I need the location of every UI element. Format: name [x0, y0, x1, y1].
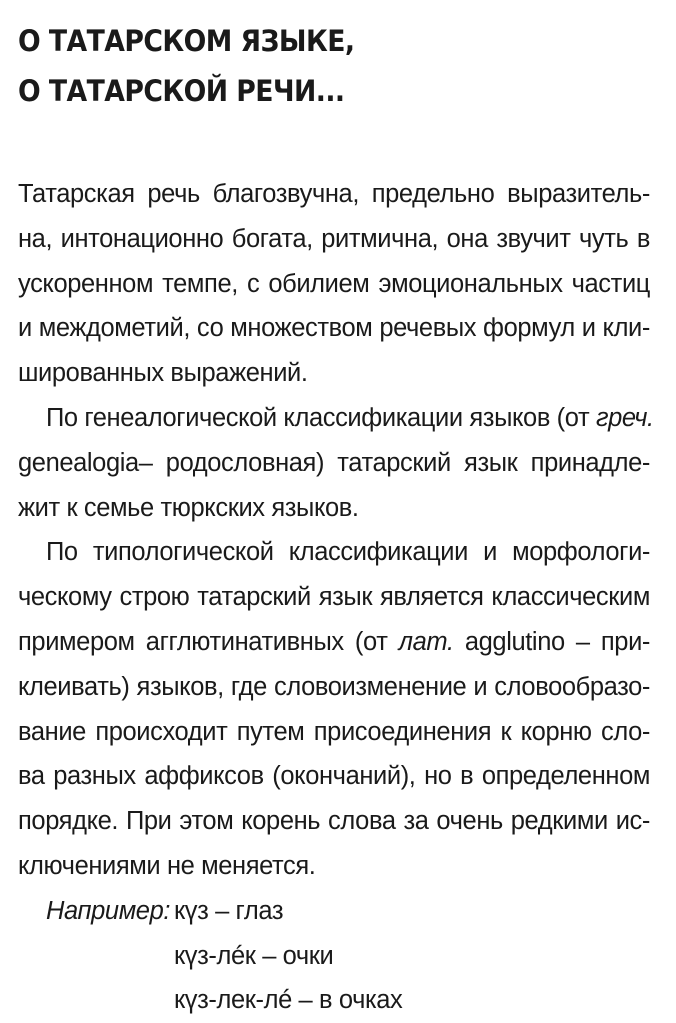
text-run: примером агглютинативных (от — [18, 627, 399, 656]
example-row — [18, 889, 650, 934]
body-text — [18, 172, 654, 1023]
example-spacer — [18, 934, 174, 979]
paragraph-3-line: вание происходит путем присоединения к корню сло- — [18, 717, 650, 746]
page-title — [18, 0, 599, 116]
example-row — [18, 978, 650, 1023]
example-item: күз – глаз — [174, 896, 284, 925]
paragraph-1-line: Татарская речь благозвучна, предельно выразитель- — [18, 180, 650, 208]
paragraph-1-line: шированных выражений. — [18, 359, 308, 388]
text-run: По генеалогической классификации языков (от — [46, 403, 596, 432]
title-line-2: О ТАТАРСКОЙ РЕЧИ... — [18, 74, 345, 108]
paragraph-1-line: на, интонационно богата, ритмична, она звучит чуть в — [18, 224, 650, 253]
paragraph-3-line: ключениями не меняется. — [18, 851, 316, 880]
paragraph-3-line: ческому строю татарский язык является классическим — [18, 583, 650, 612]
example-label: Например: — [46, 896, 171, 925]
paragraph-3-line: порядке. При этом корень слова за очень редкими ис- — [18, 807, 650, 836]
example-row — [18, 934, 650, 979]
example-item: күз-лек-лé – в очках — [174, 986, 403, 1015]
example-item: күз-лéк – очки — [174, 941, 334, 970]
abbreviation: лат. — [398, 627, 454, 656]
paragraph-2-line: genealogia– родословная) татарский язык принадле- — [18, 448, 650, 477]
paragraph-2-line — [18, 396, 654, 441]
paragraph-3-line: ва разных аффиксов (окончаний), но в определенном — [18, 762, 650, 791]
text-run: agglutino – при- — [453, 627, 651, 656]
paragraph-2-line: жит к семье тюркских языков. — [18, 493, 359, 522]
title-line-1: О ТАТАРСКОМ ЯЗЫКЕ, — [18, 24, 355, 58]
paragraph-1-line: ускоренном темпе, с обилием эмоциональных частиц — [18, 269, 650, 298]
paragraph-1-line: и междометий, со множеством речевых формул и кли- — [18, 314, 650, 343]
paragraph-3-line — [18, 620, 650, 665]
example-spacer — [18, 978, 174, 1023]
paragraph-3-line: По типологической классификации и морфологи- — [46, 538, 650, 567]
paragraph-3-line: клеивать) языков, где словоизменение и словообразо- — [18, 672, 650, 701]
abbreviation: греч. — [595, 403, 654, 432]
